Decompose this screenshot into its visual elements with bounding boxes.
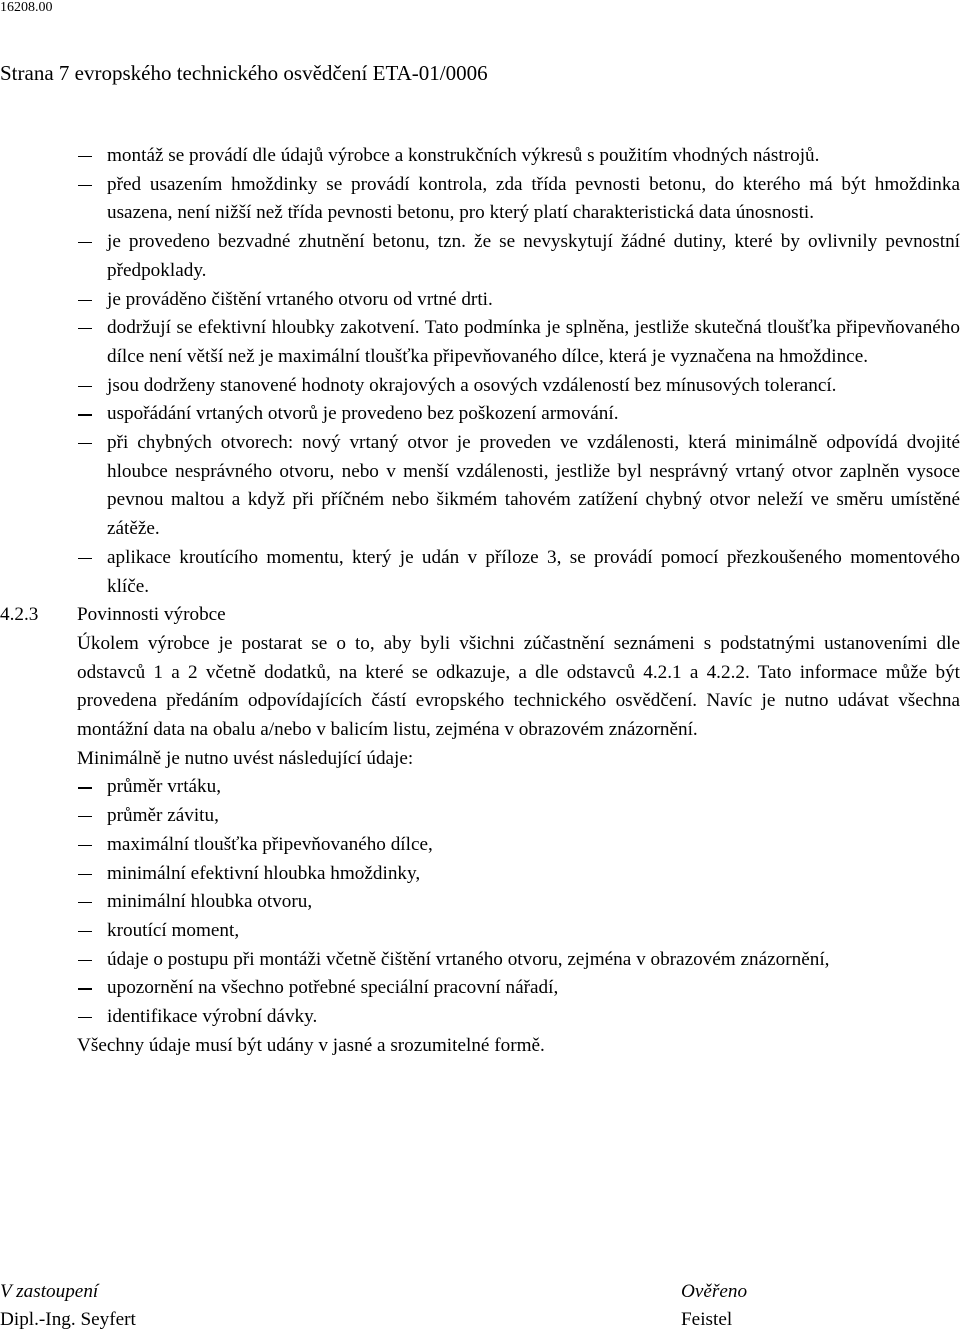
list-item — [77, 1003, 960, 1032]
list-item-text: uspořádání vrtaných otvorů je provedeno bez poškození armování. — [107, 403, 619, 425]
list-item — [0, 286, 960, 315]
signature-role: Ověřeno — [681, 1281, 748, 1302]
document-body — [0, 142, 960, 1061]
list-item-text: aplikace kroutícího momentu, který je udán v příloze 3, se provádí pomocí přezkoušeného momentového klíče. — [107, 546, 960, 597]
dash-bullet-icon — [78, 300, 92, 301]
dash-bullet-icon — [78, 787, 92, 788]
list-item-text: minimální hloubka otvoru, — [107, 891, 313, 913]
installation-requirements-list — [0, 142, 960, 601]
list-item — [0, 400, 960, 429]
list-item-text: při chybných otvorech: nový vrtaný otvor je proveden ve vzdálenosti, která minimálně odpovídá dvojité hloubce nesprávného otvoru, nebo v menší vzdálenosti, jestliže byl nesprávný vrtaný otvor zaplněn vysoce pevnou maltou a když při příčném nebo šikmém tahovém zatížení chybný otvor neleží ve směru umístěné zátěže. — [107, 432, 960, 540]
list-item — [77, 888, 960, 917]
list-intro: Minimálně je nutno uvést následující údaje: — [77, 747, 414, 769]
list-item — [0, 429, 960, 544]
list-item — [0, 372, 960, 401]
document-id: 16208.00 — [0, 0, 53, 15]
section-paragraph: Úkolem výrobce je postarat se o to, aby byli všichni zúčastnění seznámeni s podstatnými ustanoveními dle odstavců 1 a 2 včetně dodatků, na které se odkazuje, a dle odstavců 4.2.1 a 4.2.2. Tato informace může být provedena předáním odpovídajících částí evropského technického osvědčení. Navíc je nutno udávat všechna montážní data na obalu a/nebo v balicím listu, zejména v obrazovém znázornění. — [77, 632, 960, 741]
dash-bullet-icon — [78, 386, 92, 387]
dash-bullet-icon — [78, 242, 92, 243]
dash-bullet-icon — [78, 902, 92, 903]
list-item — [77, 773, 960, 802]
dash-bullet-icon — [78, 443, 92, 444]
list-item — [77, 860, 960, 889]
list-item-text: upozornění na všechno potřebné speciální pracovní nářadí, — [107, 977, 559, 999]
list-item — [0, 228, 960, 285]
list-item — [77, 974, 960, 1003]
manufacturer-obligations-section — [0, 601, 960, 1060]
dash-bullet-icon — [78, 931, 92, 932]
dash-bullet-icon — [78, 328, 92, 329]
dash-bullet-icon — [78, 414, 92, 415]
section-number: 4.2.3 — [0, 604, 39, 626]
signature-name: Dipl.-Ing. Seyfert — [0, 1309, 136, 1330]
list-item-text: je prováděno čištění vrtaného otvoru od vrtné drti. — [107, 288, 493, 310]
list-item-text: před usazením hmoždinky se provádí kontrola, zda třída pevnosti betonu, do kterého má být hmoždinka usazena, není nižší než třída pevnosti betonu, pro který platí charakteristická data únosnosti. — [107, 173, 960, 224]
list-item-text: kroutící moment, — [107, 919, 240, 941]
signature-role: V zastoupení — [0, 1281, 99, 1302]
dash-bullet-icon — [78, 960, 92, 961]
dash-bullet-icon — [78, 185, 92, 186]
closing-statement: Všechny údaje musí být udány v jasné a srozumitelné formě. — [77, 1034, 545, 1056]
signature-right — [681, 1278, 747, 1334]
dash-bullet-icon — [78, 156, 92, 157]
list-item-text: montáž se provádí dle údajů výrobce a konstrukčních výkresů s použitím vhodných nástrojů. — [107, 145, 820, 166]
dash-bullet-icon — [78, 1017, 92, 1018]
dash-bullet-icon — [78, 845, 92, 846]
list-item-text: minimální efektivní hloubka hmoždinky, — [107, 862, 421, 884]
list-item — [77, 917, 960, 946]
list-item-text: je provedeno bezvadné zhutnění betonu, tzn. že se nevyskytují žádné dutiny, které by ovlivnily pevnostní předpoklady. — [107, 231, 960, 281]
list-item — [77, 831, 960, 860]
list-item — [77, 802, 960, 831]
dash-bullet-icon — [78, 558, 92, 559]
required-information-list — [77, 773, 960, 1031]
list-item-text: maximální tloušťka připevňovaného dílce, — [107, 833, 433, 855]
list-item — [0, 544, 960, 601]
dash-bullet-icon — [78, 816, 92, 817]
list-item — [0, 142, 960, 171]
list-item-text: průměr závitu, — [107, 805, 219, 827]
section-title: Povinnosti výrobce — [77, 604, 226, 626]
page-title: Strana 7 evropského technického osvědčení ETA-01/0006 — [0, 61, 488, 85]
list-item-text: dodržují se efektivní hloubky zakotvení. Tato podmínka je splněna, jestliže skutečná tloušťka připevňovaného dílce není větší než je maximální tloušťka připevňovaného dílce, která je vyznačena na hmoždince. — [107, 317, 960, 367]
list-item-text: identifikace výrobní dávky. — [107, 1006, 318, 1028]
list-item — [0, 314, 960, 371]
list-item-text: jsou dodrženy stanovené hodnoty okrajových a osových vzdáleností bez mínusových tolerancí. — [107, 374, 837, 396]
signature-name: Feistel — [681, 1309, 733, 1330]
dash-bullet-icon — [78, 874, 92, 875]
list-item — [0, 171, 960, 228]
signature-left — [0, 1278, 136, 1334]
list-item — [77, 946, 960, 975]
section-body — [0, 601, 960, 1060]
list-item-text: průměr vrtáku, — [107, 776, 222, 798]
dash-bullet-icon — [78, 988, 92, 989]
list-item-text: údaje o postupu při montáži včetně čištění vrtaného otvoru, zejména v obrazovém znázornění, — [107, 948, 830, 970]
